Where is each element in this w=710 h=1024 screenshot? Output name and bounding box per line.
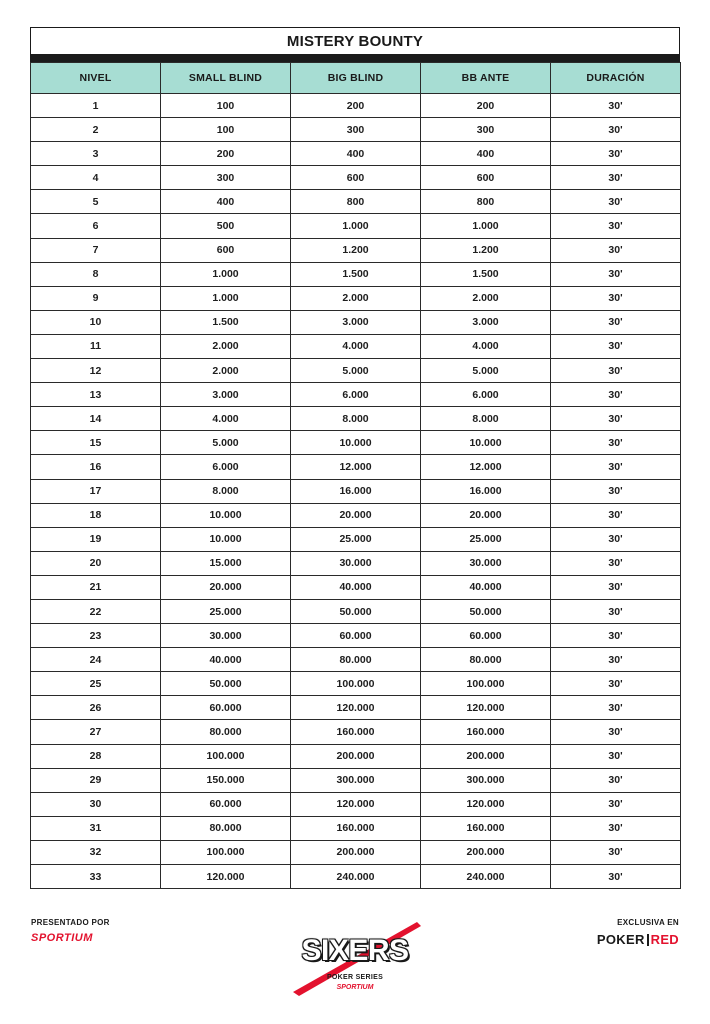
cell-bb-ante: 50.000	[421, 599, 551, 623]
pokerred-logo	[597, 932, 679, 947]
cell-nivel: 15	[31, 431, 161, 455]
cell-nivel: 32	[31, 840, 161, 864]
exclusive-block	[597, 918, 679, 947]
cell-bb-ante: 300	[421, 118, 551, 142]
table-row	[31, 214, 681, 238]
page-title-text: MISTERY BOUNTY	[286, 32, 424, 50]
cell-bb-ante: 300.000	[421, 768, 551, 792]
cell-big-blind: 80.000	[291, 648, 421, 672]
pokerred-left: POKER	[596, 932, 645, 947]
cell-big-blind: 200.000	[291, 840, 421, 864]
cell-bb-ante: 200.000	[421, 840, 551, 864]
table-row	[31, 190, 681, 214]
cell-small-blind: 400	[161, 190, 291, 214]
cell-nivel: 23	[31, 624, 161, 648]
cell-big-blind: 60.000	[291, 624, 421, 648]
table-row	[31, 672, 681, 696]
cell-big-blind: 25.000	[291, 527, 421, 551]
table-row	[31, 865, 681, 889]
presented-by-block	[31, 918, 110, 944]
cell-duracion: 30'	[551, 599, 681, 623]
table-row	[31, 624, 681, 648]
cell-nivel: 21	[31, 575, 161, 599]
cell-big-blind: 10.000	[291, 431, 421, 455]
cell-small-blind: 80.000	[161, 720, 291, 744]
logo-sub-text: POKER SERIES	[326, 974, 384, 981]
cell-bb-ante: 20.000	[421, 503, 551, 527]
table-row	[31, 238, 681, 262]
cell-bb-ante: 25.000	[421, 527, 551, 551]
cell-bb-ante: 3.000	[421, 310, 551, 334]
cell-nivel: 29	[31, 768, 161, 792]
cell-small-blind: 25.000	[161, 599, 291, 623]
cell-nivel: 25	[31, 672, 161, 696]
table-header-row	[31, 63, 681, 94]
pokerred-right: RED	[650, 932, 679, 947]
table-row	[31, 359, 681, 383]
cell-small-blind: 15.000	[161, 551, 291, 575]
cell-duracion: 30'	[551, 94, 681, 118]
cell-big-blind: 3.000	[291, 310, 421, 334]
cell-nivel: 20	[31, 551, 161, 575]
presented-by-label: PRESENTADO POR	[31, 918, 110, 927]
cell-small-blind: 80.000	[161, 816, 291, 840]
cell-nivel: 3	[31, 142, 161, 166]
cell-bb-ante: 160.000	[421, 720, 551, 744]
cell-big-blind: 20.000	[291, 503, 421, 527]
cell-big-blind: 400	[291, 142, 421, 166]
cell-bb-ante: 600	[421, 166, 551, 190]
table-row	[31, 792, 681, 816]
cell-nivel: 30	[31, 792, 161, 816]
sportium-logo: SPORTIUM	[31, 932, 93, 944]
cell-bb-ante: 800	[421, 190, 551, 214]
cell-nivel: 28	[31, 744, 161, 768]
cell-nivel: 4	[31, 166, 161, 190]
cell-small-blind: 100	[161, 94, 291, 118]
cell-nivel: 24	[31, 648, 161, 672]
cell-small-blind: 5.000	[161, 431, 291, 455]
cell-bb-ante: 1.500	[421, 262, 551, 286]
cell-bb-ante: 6.000	[421, 383, 551, 407]
cell-small-blind: 60.000	[161, 696, 291, 720]
cell-big-blind: 240.000	[291, 865, 421, 889]
cell-bb-ante: 8.000	[421, 407, 551, 431]
table-row	[31, 166, 681, 190]
header-big-blind: BIG BLIND	[291, 63, 421, 94]
title-underline-bar	[30, 54, 680, 62]
cell-duracion: 30'	[551, 142, 681, 166]
table-row	[31, 479, 681, 503]
table-row	[31, 551, 681, 575]
logo-sponsor-text: SPORTIUM	[336, 984, 374, 991]
cell-big-blind: 40.000	[291, 575, 421, 599]
cell-duracion: 30'	[551, 407, 681, 431]
cell-bb-ante: 4.000	[421, 334, 551, 358]
cell-nivel: 19	[31, 527, 161, 551]
table-row	[31, 575, 681, 599]
cell-big-blind: 300	[291, 118, 421, 142]
cell-small-blind: 600	[161, 238, 291, 262]
cell-bb-ante: 200	[421, 94, 551, 118]
table-row	[31, 334, 681, 358]
cell-nivel: 9	[31, 286, 161, 310]
cell-nivel: 26	[31, 696, 161, 720]
cell-duracion: 30'	[551, 118, 681, 142]
cell-nivel: 13	[31, 383, 161, 407]
cell-duracion: 30'	[551, 479, 681, 503]
cell-small-blind: 100.000	[161, 840, 291, 864]
cell-big-blind: 12.000	[291, 455, 421, 479]
cell-big-blind: 8.000	[291, 407, 421, 431]
cell-bb-ante: 12.000	[421, 455, 551, 479]
cell-big-blind: 120.000	[291, 792, 421, 816]
cell-big-blind: 30.000	[291, 551, 421, 575]
cell-bb-ante: 400	[421, 142, 551, 166]
header-small-blind: SMALL BLIND	[161, 63, 291, 94]
table-row	[31, 527, 681, 551]
table-body	[31, 94, 681, 889]
cell-nivel: 16	[31, 455, 161, 479]
cell-big-blind: 200.000	[291, 744, 421, 768]
exclusive-label: EXCLUSIVA EN	[617, 918, 679, 927]
cell-duracion: 30'	[551, 720, 681, 744]
cell-big-blind: 1.000	[291, 214, 421, 238]
cell-nivel: 10	[31, 310, 161, 334]
cell-nivel: 12	[31, 359, 161, 383]
cell-small-blind: 1.000	[161, 286, 291, 310]
cell-big-blind: 100.000	[291, 672, 421, 696]
cell-big-blind: 120.000	[291, 696, 421, 720]
table-row	[31, 768, 681, 792]
cell-bb-ante: 10.000	[421, 431, 551, 455]
cell-duracion: 30'	[551, 383, 681, 407]
cell-small-blind: 2.000	[161, 334, 291, 358]
cell-nivel: 1	[31, 94, 161, 118]
cell-duracion: 30'	[551, 672, 681, 696]
cell-small-blind: 4.000	[161, 407, 291, 431]
cell-duracion: 30'	[551, 575, 681, 599]
table-row	[31, 262, 681, 286]
cell-big-blind: 160.000	[291, 816, 421, 840]
table-row	[31, 142, 681, 166]
cell-small-blind: 150.000	[161, 768, 291, 792]
cell-small-blind: 20.000	[161, 575, 291, 599]
cell-nivel: 14	[31, 407, 161, 431]
cell-nivel: 17	[31, 479, 161, 503]
cell-small-blind: 10.000	[161, 527, 291, 551]
pokerred-separator	[647, 934, 649, 946]
cell-bb-ante: 1.000	[421, 214, 551, 238]
cell-bb-ante: 120.000	[421, 792, 551, 816]
cell-duracion: 30'	[551, 262, 681, 286]
cell-duracion: 30'	[551, 865, 681, 889]
cell-nivel: 6	[31, 214, 161, 238]
cell-small-blind: 120.000	[161, 865, 291, 889]
cell-duracion: 30'	[551, 214, 681, 238]
cell-small-blind: 100.000	[161, 744, 291, 768]
cell-bb-ante: 1.200	[421, 238, 551, 262]
cell-big-blind: 300.000	[291, 768, 421, 792]
cell-big-blind: 4.000	[291, 334, 421, 358]
cell-duracion: 30'	[551, 238, 681, 262]
cell-bb-ante: 160.000	[421, 816, 551, 840]
cell-duracion: 30'	[551, 359, 681, 383]
cell-duracion: 30'	[551, 696, 681, 720]
table-row	[31, 310, 681, 334]
table-row	[31, 455, 681, 479]
cell-small-blind: 50.000	[161, 672, 291, 696]
cell-nivel: 27	[31, 720, 161, 744]
cell-duracion: 30'	[551, 310, 681, 334]
cell-big-blind: 50.000	[291, 599, 421, 623]
cell-bb-ante: 16.000	[421, 479, 551, 503]
table-row	[31, 816, 681, 840]
header-nivel: NIVEL	[31, 63, 161, 94]
cell-nivel: 5	[31, 190, 161, 214]
cell-bb-ante: 30.000	[421, 551, 551, 575]
cell-duracion: 30'	[551, 551, 681, 575]
cell-small-blind: 100	[161, 118, 291, 142]
table-row	[31, 118, 681, 142]
header-bb-ante: BB ANTE	[421, 63, 551, 94]
cell-big-blind: 800	[291, 190, 421, 214]
cell-duracion: 30'	[551, 503, 681, 527]
cell-small-blind: 6.000	[161, 455, 291, 479]
blinds-table	[30, 62, 681, 889]
cell-nivel: 7	[31, 238, 161, 262]
cell-small-blind: 60.000	[161, 792, 291, 816]
cell-duracion: 30'	[551, 455, 681, 479]
cell-small-blind: 3.000	[161, 383, 291, 407]
table-row	[31, 286, 681, 310]
cell-big-blind: 1.200	[291, 238, 421, 262]
cell-small-blind: 1.000	[161, 262, 291, 286]
table-row	[31, 744, 681, 768]
cell-nivel: 31	[31, 816, 161, 840]
cell-big-blind: 160.000	[291, 720, 421, 744]
table-row	[31, 431, 681, 455]
cell-duracion: 30'	[551, 840, 681, 864]
cell-bb-ante: 120.000	[421, 696, 551, 720]
cell-bb-ante: 5.000	[421, 359, 551, 383]
cell-nivel: 2	[31, 118, 161, 142]
cell-nivel: 11	[31, 334, 161, 358]
cell-small-blind: 10.000	[161, 503, 291, 527]
cell-nivel: 22	[31, 599, 161, 623]
cell-duracion: 30'	[551, 286, 681, 310]
cell-small-blind: 500	[161, 214, 291, 238]
cell-nivel: 18	[31, 503, 161, 527]
cell-duracion: 30'	[551, 768, 681, 792]
cell-bb-ante: 60.000	[421, 624, 551, 648]
cell-big-blind: 16.000	[291, 479, 421, 503]
cell-small-blind: 8.000	[161, 479, 291, 503]
cell-big-blind: 200	[291, 94, 421, 118]
cell-small-blind: 200	[161, 142, 291, 166]
cell-duracion: 30'	[551, 816, 681, 840]
cell-bb-ante: 100.000	[421, 672, 551, 696]
cell-nivel: 8	[31, 262, 161, 286]
cell-bb-ante: 80.000	[421, 648, 551, 672]
logo-main-text: SIXERS	[301, 934, 409, 967]
table-row	[31, 720, 681, 744]
cell-small-blind: 30.000	[161, 624, 291, 648]
cell-bb-ante: 40.000	[421, 575, 551, 599]
cell-duracion: 30'	[551, 166, 681, 190]
cell-small-blind: 1.500	[161, 310, 291, 334]
cell-duracion: 30'	[551, 334, 681, 358]
cell-duracion: 30'	[551, 190, 681, 214]
cell-duracion: 30'	[551, 431, 681, 455]
sixers-logo	[285, 918, 425, 998]
cell-small-blind: 300	[161, 166, 291, 190]
table-row	[31, 383, 681, 407]
cell-nivel: 33	[31, 865, 161, 889]
cell-bb-ante: 240.000	[421, 865, 551, 889]
header-duracion: DURACIÓN	[551, 63, 681, 94]
page-title	[30, 27, 680, 54]
cell-duracion: 30'	[551, 527, 681, 551]
table-row	[31, 648, 681, 672]
cell-duracion: 30'	[551, 624, 681, 648]
cell-bb-ante: 2.000	[421, 286, 551, 310]
cell-big-blind: 600	[291, 166, 421, 190]
cell-big-blind: 6.000	[291, 383, 421, 407]
cell-duracion: 30'	[551, 792, 681, 816]
cell-duracion: 30'	[551, 648, 681, 672]
cell-big-blind: 5.000	[291, 359, 421, 383]
table-row	[31, 840, 681, 864]
cell-duracion: 30'	[551, 744, 681, 768]
table-row	[31, 696, 681, 720]
cell-bb-ante: 200.000	[421, 744, 551, 768]
table-row	[31, 599, 681, 623]
table-row	[31, 503, 681, 527]
table-row	[31, 94, 681, 118]
cell-big-blind: 1.500	[291, 262, 421, 286]
cell-big-blind: 2.000	[291, 286, 421, 310]
cell-small-blind: 40.000	[161, 648, 291, 672]
table-row	[31, 407, 681, 431]
cell-small-blind: 2.000	[161, 359, 291, 383]
